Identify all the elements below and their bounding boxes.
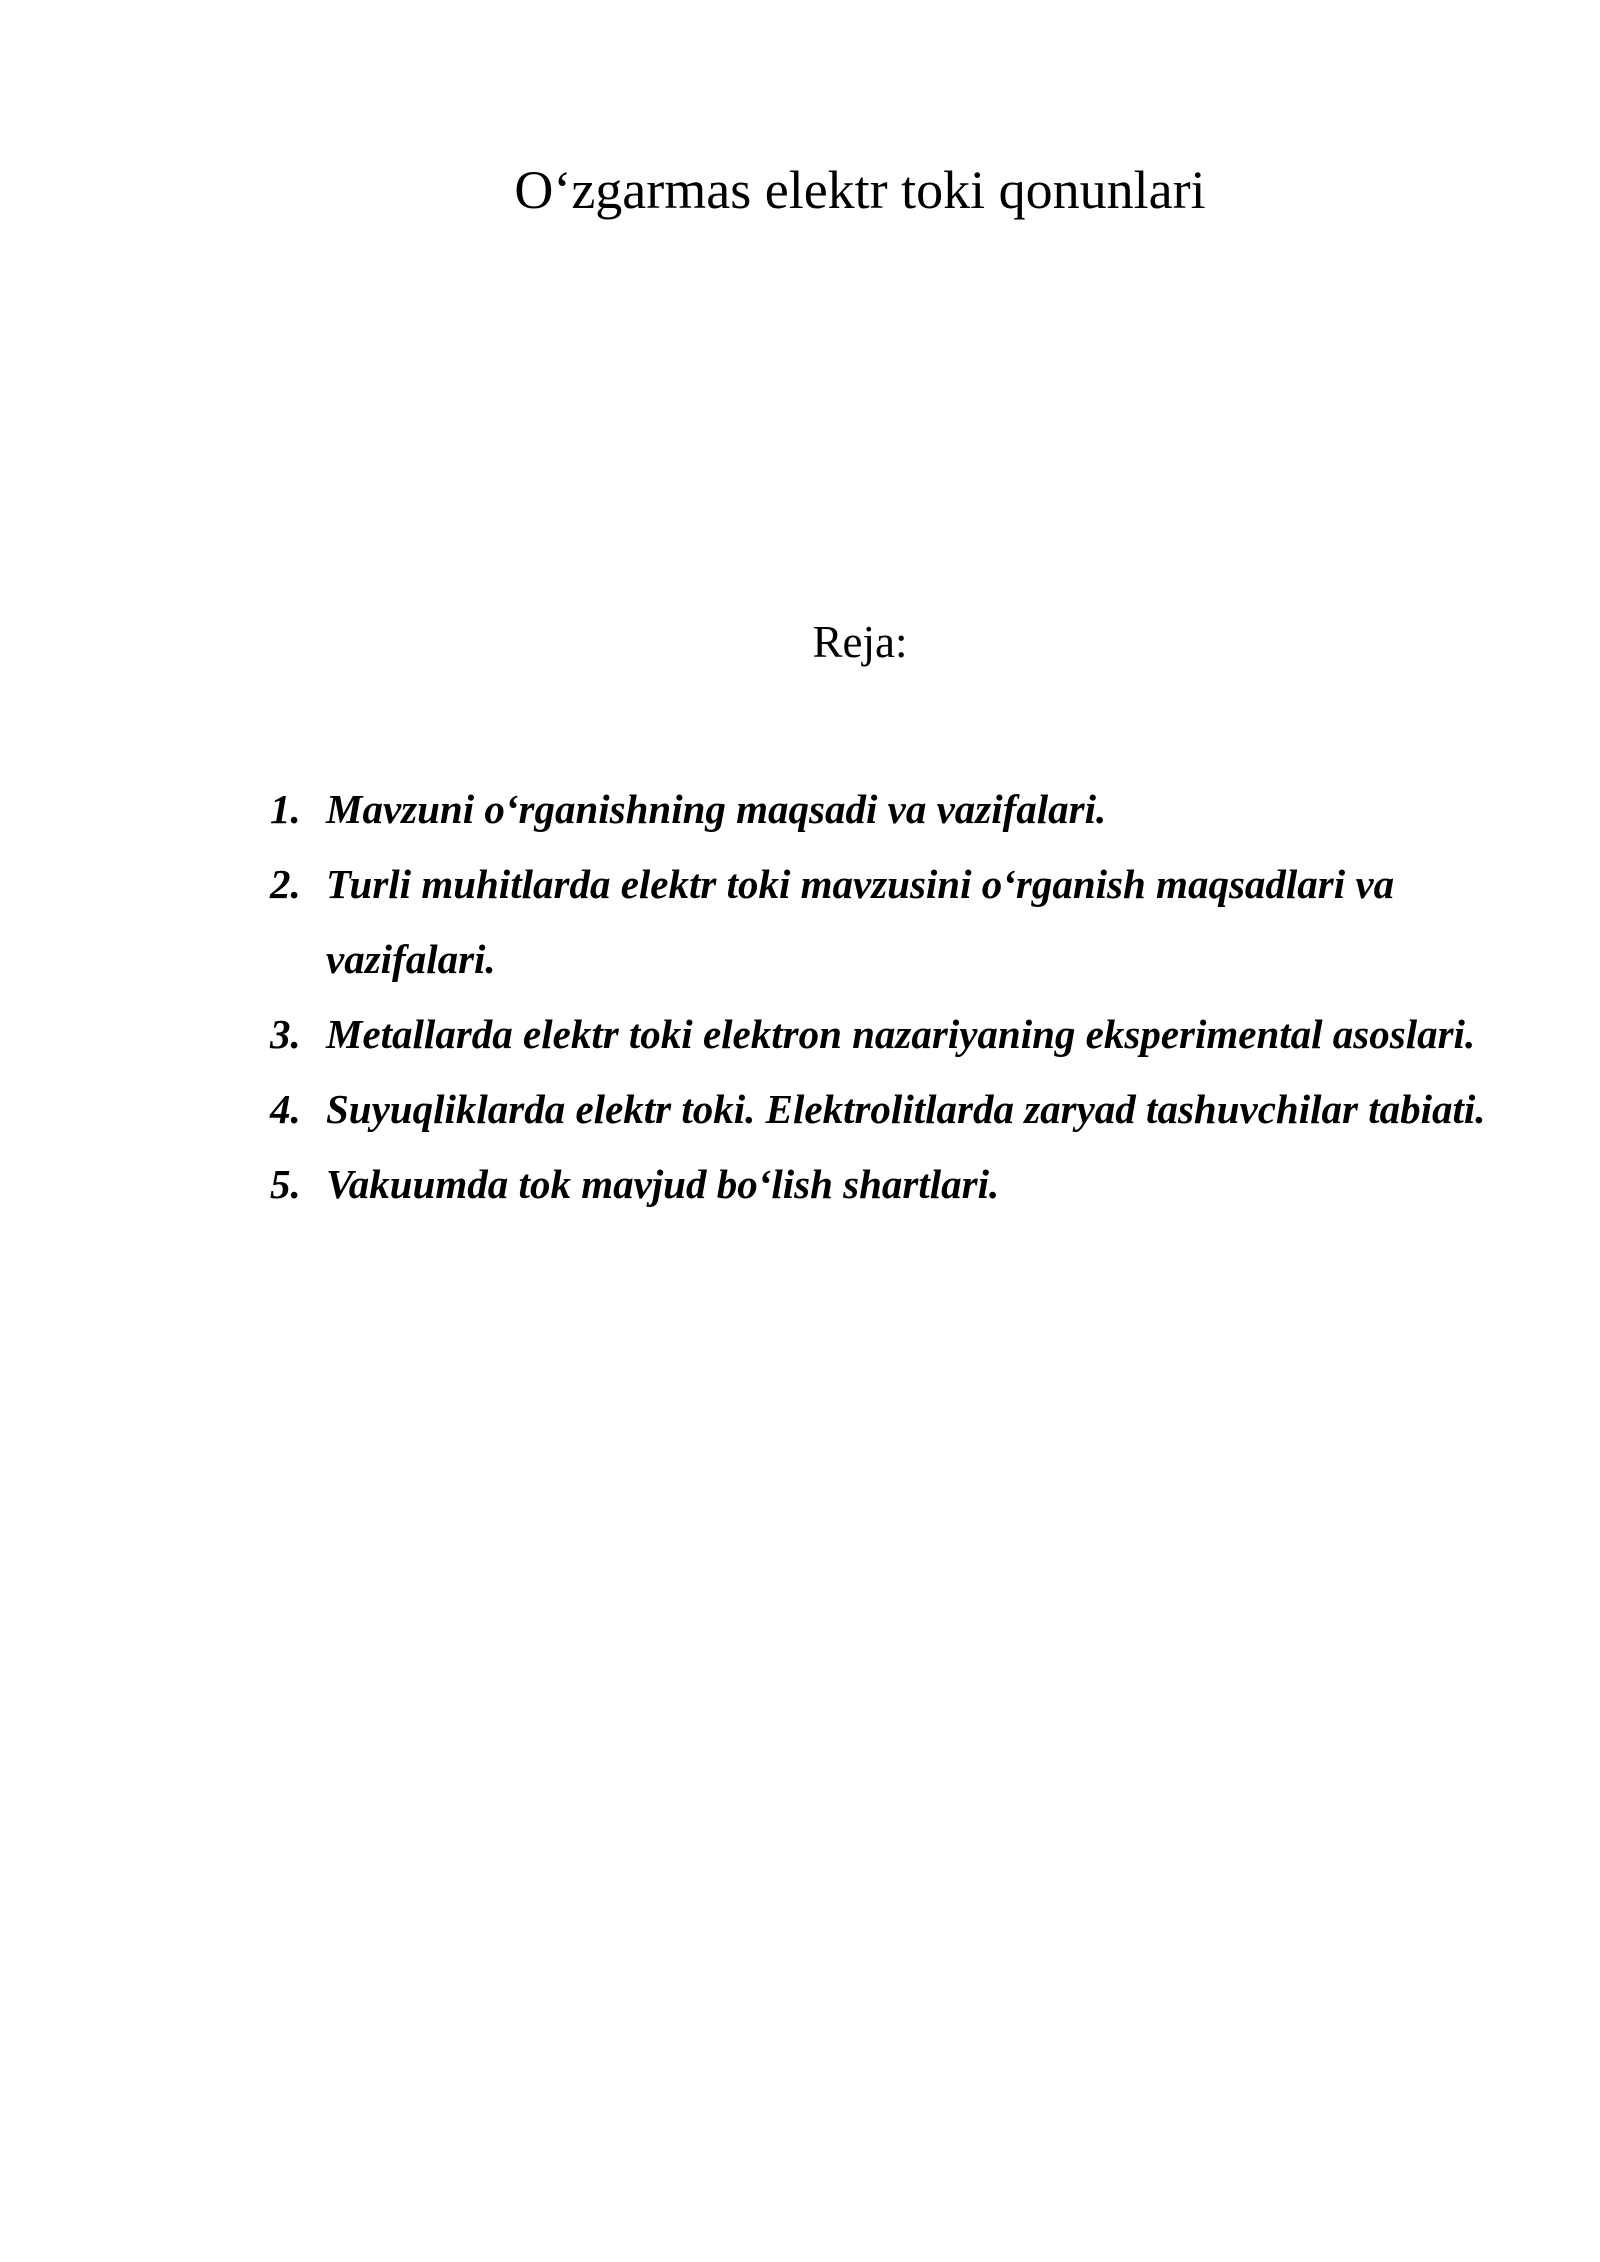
plan-item-number: 1. [270, 786, 301, 832]
plan-item-text: Suyuqliklarda elektr toki. Elektrolitlarda zaryad tashuvchilar tabiati. [326, 1086, 1486, 1132]
plan-item-number: 3. [270, 1011, 301, 1057]
plan-item-number: 4. [270, 1086, 301, 1132]
plan-item-number: 5. [270, 1161, 301, 1207]
plan-item-text: Turli muhitlarda elektr toki mavzusini o‘rganish maqsadlari va vazifalari. [326, 861, 1395, 982]
plan-heading: Reja: [812, 617, 908, 667]
plan-item-number: 2. [270, 861, 301, 907]
plan-item-text: Metallarda elektr toki elektron nazariyaning eksperimental asoslari. [326, 1011, 1476, 1057]
plan-item-4 [270, 1072, 1510, 1147]
plan-list [270, 772, 1510, 1222]
plan-item-2 [270, 847, 1510, 997]
plan-item-text: Mavzuni o‘rganishning maqsadi va vazifalari. [326, 786, 1107, 832]
document-title: O‘zgarmas elektr toki qonunlari [514, 160, 1206, 220]
plan-item-3 [270, 997, 1510, 1072]
plan-item-5 [270, 1147, 1510, 1222]
plan-item-text: Vakuumda tok mavjud bo‘lish shartlari. [326, 1161, 1000, 1207]
plan-item-1 [270, 772, 1510, 847]
